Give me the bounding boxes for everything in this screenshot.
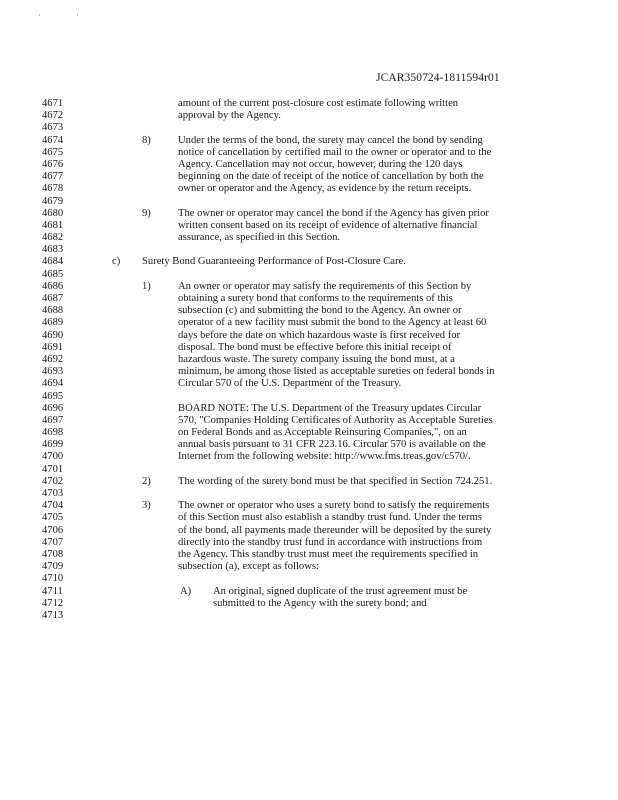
document-line xyxy=(0,305,618,317)
document-line xyxy=(0,281,618,293)
line-number: 4713 xyxy=(42,609,64,621)
line-text: disposal. The bond must be effective before this initial receipt of xyxy=(178,341,452,353)
line-text: Under the terms of the bond, the surety may cancel the bond by sending xyxy=(178,134,483,146)
line-number: 4702 xyxy=(42,475,64,487)
line-number: 4692 xyxy=(42,353,64,365)
line-text: beginning on the date of receipt of the notice of cancellation by both the xyxy=(178,171,484,183)
document-line xyxy=(0,122,618,134)
document-line xyxy=(0,354,618,366)
document-body xyxy=(0,98,618,622)
line-text: subsection (c) and submitting the bond to the Agency. An owner or xyxy=(178,305,462,317)
line-number: 4695 xyxy=(42,390,64,402)
line-text: Surety Bond Guaranteeing Performance of Post-Closure Care. xyxy=(142,256,406,268)
document-line xyxy=(0,451,618,463)
scan-mark: · xyxy=(76,10,79,20)
document-line xyxy=(0,586,618,598)
line-text: submitted to the Agency with the surety bond; and xyxy=(213,597,427,609)
line-text: An original, signed duplicate of the trust agreement must be xyxy=(213,585,468,597)
line-number: 4673 xyxy=(42,122,64,134)
document-line xyxy=(0,610,618,622)
document-line xyxy=(0,598,618,610)
line-text: operator of a new facility must submit the bond to the Agency at least 60 xyxy=(178,317,487,329)
line-number: 4691 xyxy=(42,341,64,353)
document-line xyxy=(0,317,618,329)
line-number: 4694 xyxy=(42,378,64,390)
document-line xyxy=(0,220,618,232)
document-line xyxy=(0,403,618,415)
line-number: 4705 xyxy=(42,512,64,524)
line-number: 4690 xyxy=(42,329,64,341)
line-text: notice of cancellation by certified mail to the owner or operator and to the xyxy=(178,146,492,158)
document-line xyxy=(0,500,618,512)
line-text: of this Section must also establish a standby trust fund. Under the terms xyxy=(178,512,482,524)
line-text: The owner or operator who uses a surety bond to satisfy the requirements xyxy=(178,500,490,512)
line-text: annual basis pursuant to 31 CFR 223.16. Circular 570 is available on the xyxy=(178,439,486,451)
document-line xyxy=(0,549,618,561)
document-line xyxy=(0,378,618,390)
document-line xyxy=(0,171,618,183)
line-number: 4701 xyxy=(42,463,64,475)
document-line xyxy=(0,525,618,537)
line-text: Agency. Cancellation may not occur, however, during the 120 days xyxy=(178,158,463,170)
document-line xyxy=(0,196,618,208)
line-text: Circular 570 of the U.S. Department of the Treasury. xyxy=(178,378,402,390)
document-line xyxy=(0,415,618,427)
document-line xyxy=(0,427,618,439)
line-number: 4711 xyxy=(42,585,63,597)
line-number: 4704 xyxy=(42,500,64,512)
list-marker: 8) xyxy=(142,134,151,146)
line-text: The owner or operator may cancel the bond if the Agency has given prior xyxy=(178,207,489,219)
line-number: 4709 xyxy=(42,561,64,573)
document-line xyxy=(0,488,618,500)
line-number: 4676 xyxy=(42,158,64,170)
document-line xyxy=(0,183,618,195)
document-line xyxy=(0,391,618,403)
document-line xyxy=(0,256,618,268)
line-text: directly into the standby trust fund in accordance with instructions from xyxy=(178,536,483,548)
document-line xyxy=(0,232,618,244)
line-text: amount of the current post-closure cost estimate following written xyxy=(178,98,459,109)
list-marker: 9) xyxy=(142,207,151,219)
document-line xyxy=(0,135,618,147)
line-number: 4710 xyxy=(42,573,64,585)
line-number: 4698 xyxy=(42,427,64,439)
line-number: 4671 xyxy=(42,98,64,109)
document-line xyxy=(0,512,618,524)
line-number: 4675 xyxy=(42,146,64,158)
line-text: approval by the Agency. xyxy=(178,110,281,122)
line-number: 4680 xyxy=(42,207,64,219)
line-number: 4681 xyxy=(42,219,64,231)
line-number: 4689 xyxy=(42,317,64,329)
line-text: obtaining a surety bond that conforms to the requirements of this xyxy=(178,293,453,304)
document-id-header: JCAR350724-1811594r01 xyxy=(376,72,500,84)
line-text: the Agency. This standby trust must meet the requirements specified in xyxy=(178,548,479,560)
line-number: 4687 xyxy=(42,293,64,304)
document-line xyxy=(0,208,618,220)
line-number: 4707 xyxy=(42,536,64,548)
line-text: of the bond, all payments made thereunder will be deposited by the surety xyxy=(178,524,492,536)
document-line xyxy=(0,573,618,585)
line-number: 4700 xyxy=(42,451,64,463)
document-line xyxy=(0,439,618,451)
line-text: hazardous waste. The surety company issuing the bond must, at a xyxy=(178,353,455,365)
document-line xyxy=(0,244,618,256)
list-marker: c) xyxy=(112,256,121,268)
line-number: 4678 xyxy=(42,183,64,195)
line-number: 4693 xyxy=(42,366,64,378)
document-line xyxy=(0,464,618,476)
document-line xyxy=(0,147,618,159)
document-line xyxy=(0,561,618,573)
line-text: minimum, be among those listed as acceptable sureties on federal bonds in xyxy=(178,366,495,378)
line-number: 4685 xyxy=(42,268,64,280)
line-number: 4708 xyxy=(42,548,64,560)
line-number: 4688 xyxy=(42,305,64,317)
line-text: on Federal Bonds and as Acceptable Reinsuring Companies,", on an xyxy=(178,427,467,439)
list-marker: 2) xyxy=(142,475,151,487)
document-line xyxy=(0,342,618,354)
document-line xyxy=(0,476,618,488)
line-text: The wording of the surety bond must be that specified in Section 724.251. xyxy=(178,475,493,487)
line-number: 4679 xyxy=(42,195,64,207)
line-number: 4684 xyxy=(42,256,64,268)
list-marker: 3) xyxy=(142,500,151,512)
line-text: 570, "Companies Holding Certificates of Authority as Acceptable Sureties xyxy=(178,414,493,426)
line-number: 4703 xyxy=(42,488,64,499)
line-number: 4712 xyxy=(42,597,64,609)
line-number: 4682 xyxy=(42,232,64,244)
document-line xyxy=(0,330,618,342)
document-line xyxy=(0,269,618,281)
line-number: 4677 xyxy=(42,171,64,183)
line-text: An owner or operator may satisfy the requirements of this Section by xyxy=(178,280,472,292)
document-line xyxy=(0,293,618,305)
line-text: BOARD NOTE: The U.S. Department of the Treasury updates Circular xyxy=(178,402,482,414)
line-number: 4674 xyxy=(42,134,64,146)
line-number: 4706 xyxy=(42,524,64,536)
document-line xyxy=(0,98,618,110)
scan-mark: · xyxy=(38,10,41,20)
document-line xyxy=(0,537,618,549)
line-text: days before the date on which hazardous waste is first received for xyxy=(178,329,461,341)
list-marker: A) xyxy=(180,585,192,597)
line-text: Internet from the following website: http://www.fms.treas.gov/c570/. xyxy=(178,451,471,463)
line-number: 4699 xyxy=(42,439,64,451)
line-text: owner or operator and the Agency, as evidence by the return receipts. xyxy=(178,183,472,195)
line-text: written consent based on its receipt of evidence of alternative financial xyxy=(178,219,478,231)
document-line xyxy=(0,159,618,171)
line-number: 4686 xyxy=(42,280,64,292)
line-number: 4683 xyxy=(42,244,64,256)
line-number: 4672 xyxy=(42,110,64,122)
document-line xyxy=(0,110,618,122)
list-marker: 1) xyxy=(142,280,151,292)
document-line xyxy=(0,366,618,378)
line-text: assurance, as specified in this Section. xyxy=(178,232,341,244)
line-number: 4697 xyxy=(42,414,64,426)
line-number: 4696 xyxy=(42,402,64,414)
line-text: subsection (a), except as follows: xyxy=(178,561,319,573)
